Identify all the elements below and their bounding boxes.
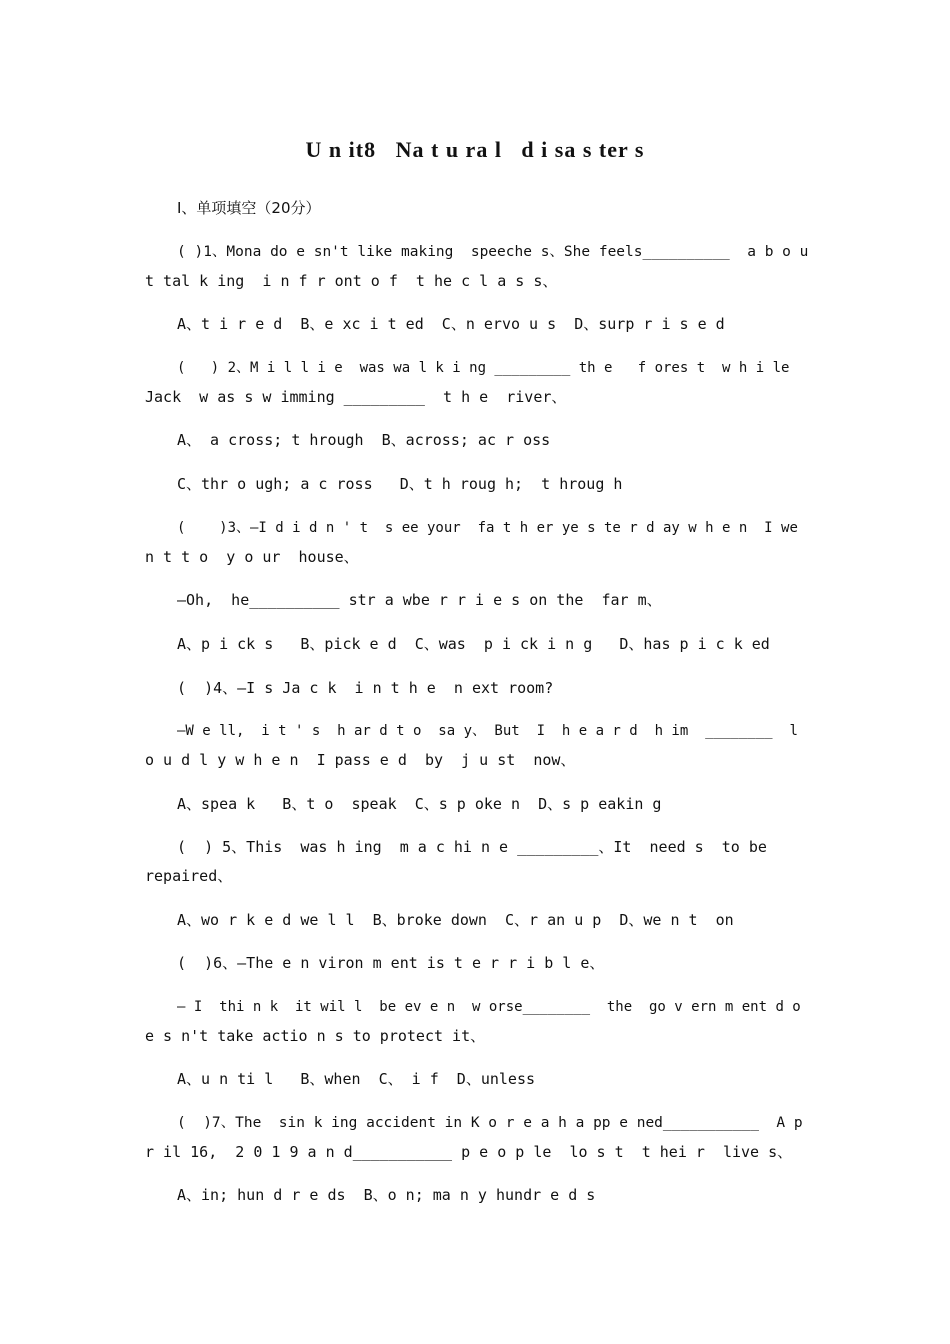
question-7-options: A、in; hun d r e ds B、o n; ma n y hundr e d s [177, 1186, 596, 1204]
question-2-line-2: Jack w as s w imming _________ t h e river、 [145, 388, 567, 406]
question-3-line-1: ( )3、—I d i d n ' t s ee your fa t h er ye s te r d ay w h e n I we [177, 520, 798, 536]
question-2-options-1: A、 a cross; t hrough B、across; ac r oss [177, 431, 551, 449]
question-5-options: A、wo r k e d we l l B、broke down C、r an u p D、we n t on [177, 911, 734, 929]
question-6-options: A、u n ti l B、when C、 i f D、unless [177, 1070, 536, 1088]
question-1-line-1: ( )1、Mona do e sn't like making speeche s、She feels__________ a b o u [177, 244, 809, 260]
question-1-line-2: t tal k ing i n f r ont o f t he c l a s s、 [145, 272, 558, 290]
question-5-line-1: ( ) 5、This was h ing m a c hi n e _________、It need s to be [177, 838, 767, 856]
question-6-line-1: ( )6、—The e n viron m ent is t e r r i b l e、 [177, 954, 605, 972]
section-heading: Ⅰ、单项填空（20分） [177, 199, 321, 217]
question-3-line-2: n t t o y o ur house、 [145, 548, 359, 566]
question-7-line-2: r il 16, 2 0 1 9 a n d___________ p e o p le lo s t t hei r live s、 [145, 1143, 793, 1161]
question-4-dialogue-2: o u d l y w h e n I pass e d by j u st now、 [145, 751, 576, 769]
question-5-line-2: repaired、 [145, 867, 233, 885]
question-4-dialogue-1: —W e ll, i t ' s h ar d t o sa y、 But I h e a r d h im ________ l [177, 723, 798, 739]
document-title: U n it8 Na t u ra l d i sa s ter s [305, 137, 645, 162]
question-3-options: A、p i ck s B、pick e d C、was p i ck i n g D、has p i c k ed [177, 635, 770, 653]
question-7-line-1: ( )7、The sin k ing accident in K o r e a h a pp e ned___________ A p [177, 1115, 803, 1131]
question-2-line-1: ( ) 2、M i l l i e was wa l k i ng _________ th e f ores t w h i le [177, 360, 790, 376]
question-6-dialogue-2: e s n't take actio n s to protect it、 [145, 1027, 486, 1045]
question-6-dialogue-1: — I thi n k it wil l be ev e n w orse________ the go v ern m ent d o [177, 999, 801, 1015]
question-4-options: A、spea k B、t o speak C、s p oke n D、s p eakin g [177, 795, 662, 813]
question-3-dialogue: —Oh, he__________ str a wbe r r i e s on the far m、 [177, 591, 662, 609]
question-1-options: A、t i r e d B、e xc i t ed C、n ervo u s D、surp r i s e d [177, 315, 725, 333]
question-4-line-1: ( )4、—I s Ja c k i n t h e n ext room? [177, 679, 554, 697]
question-2-options-2: C、thr o ugh; a c ross D、t h roug h; t hroug h [177, 475, 623, 493]
